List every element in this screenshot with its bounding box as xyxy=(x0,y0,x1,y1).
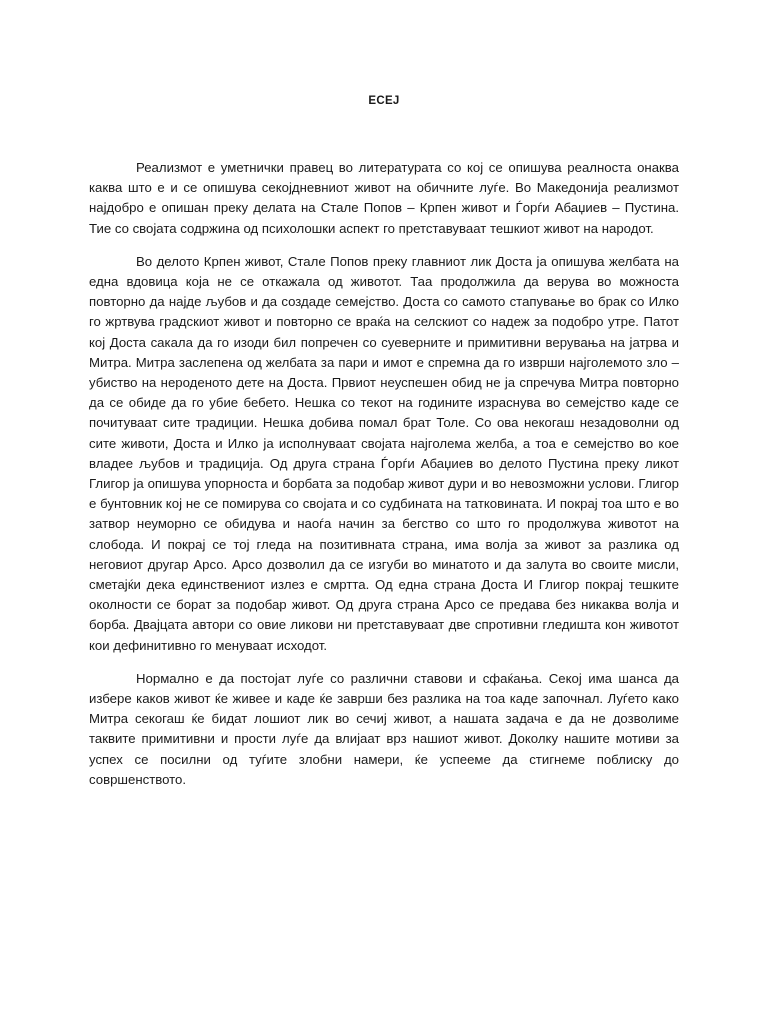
paragraph-1: Реализмот е уметнички правец во литературата со кој се опишува реалноста онаква каква што е и се опишува секојдневниот живот на обичните луѓе. Во Македонија реализмот најдобро е опишан преку делата на Стале Попов – Крпен живот и Ѓорѓи Абаџиев – Пустина. Тие со својата содржина од психолошки аспект го претставуваат тешкиот живот на народот. xyxy=(89,160,679,236)
document-body xyxy=(89,158,679,803)
paragraph-3: Нормално е да постојат луѓе со различни ставови и сфаќања. Секој има шанса да избере каков живот ќе живее и каде ќе заврши без разлика на тоа каде започнал. Луѓето како Митра секогаш ќе бидат лошиот лик во сечиј живот, а нашата задача е да не дозволиме таквите примитивни и прости луѓе да влијаат врз нашиот живот. Доколку нашите мотиви за успех се посилни од туѓите злобни намери, ќе успееме да стигнеме поблиску до совршенството. xyxy=(89,670,679,787)
paragraph-2: Во делото Крпен живот, Стале Попов преку главниот лик Доста ја опишува желбата на една вдовица која не се откажала од животот. Таа продолжила да верува во можноста повторно да најде љубов и да создаде семејство. Доста со самото стапување во брак со Илко го жртвува градскиот живот и повторно се враќа на селскиот со надеж за подобро утре. Патот кој Доста сакала да го изоди бил попречен со суеверните и примитивни верувања на јатрва и Митра. Митра заслепена од желбата за пари и имот е спремна да го изврши најголемото зло – убиство на нероденото дете на Доста. Првиот неуспешен обид не ја спречува Митра повторно да се обиде да го убие бебето. Нешка со текот на годините израснува во семејство каде се почитуваат сите традиции. Нешка добива помал брат Толе. Со ова некогаш незадоволни од сите животи, Доста и Илко ја исполнуваат својата најголема желба, а тоа е семејство во кое владее љубов и традиција. Од друга страна Ѓорѓи Абаџиев во делото Пустина преку ликот Глигор ја опишува упорноста и борбата за подобар живот дури и во невозможни услови. Глигор е бунтовник кој не се помирува со својата и со судбината на татковината. И покрај тоа што е во затвор неуморно се обидува и наоѓа начин за бегство со што го продолжува животот на слобода. И покрај се тој гледа на позитивната страна, има волја за живот за разлика од неговиот другар Арсо. Арсо дозволил да се изгуби во минатото и да залута во своите мисли, сметајќи дека единствениот излез е смртта. Од една страна Доста И Глигор покрај тешките околности се борат за подобар живот. Од друга страна Арсо се предава без никаква волја и борба. Двајцата автори со овие ликови ни претставуваат две спротивни гледишта кон животот кои дефинитивно го менуваат исходот. xyxy=(89,253,679,653)
document-title: ЕСЕЈ xyxy=(368,95,400,107)
